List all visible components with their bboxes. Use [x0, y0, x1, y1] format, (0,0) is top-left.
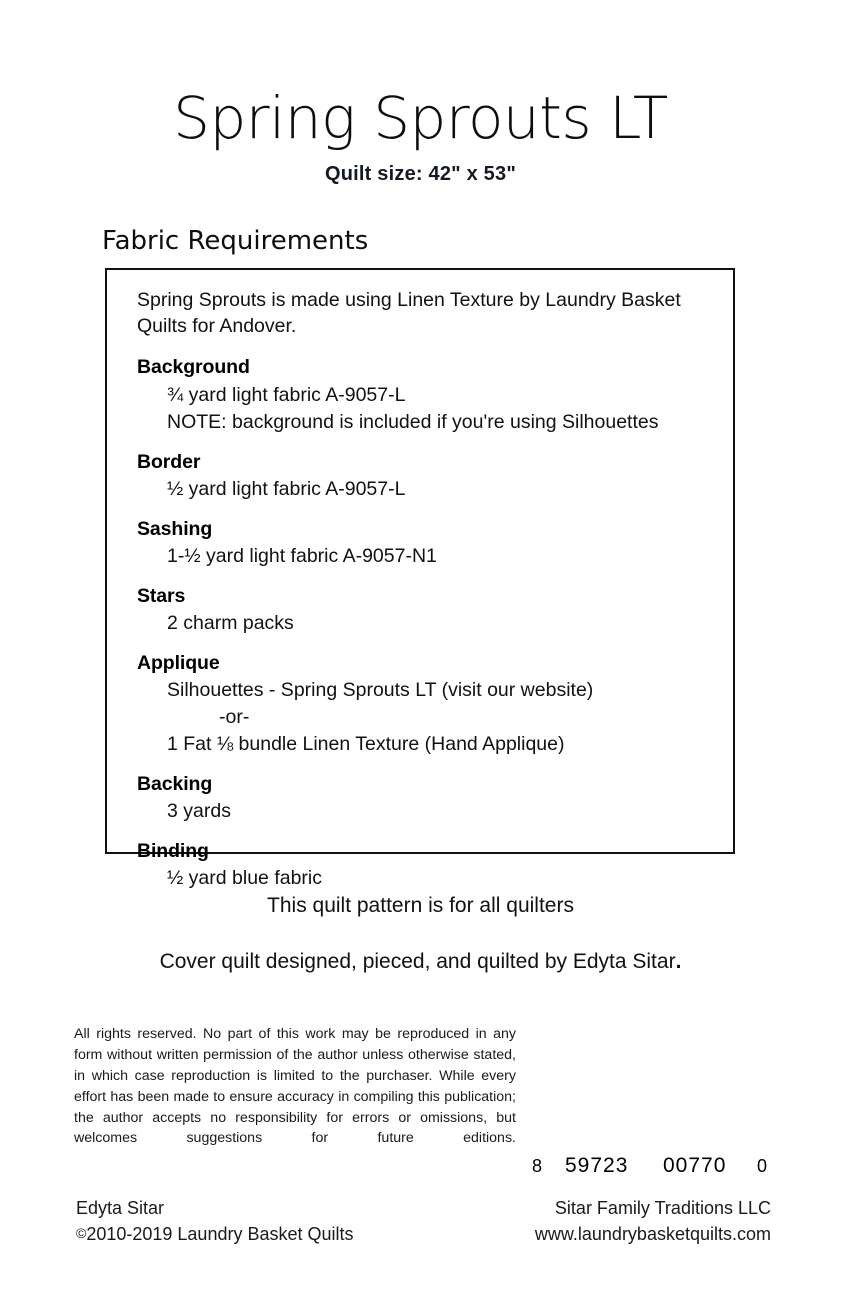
title-block	[0, 84, 841, 186]
copyright-icon: ©	[76, 1224, 87, 1241]
requirement-label: Applique	[137, 652, 220, 675]
barcode-digit-left: 8	[532, 1156, 544, 1176]
legal-notice: All rights reserved. No part of this work may be reproduced in any form without written permission of the author unless otherwise stated, in which case reproduction is limited to the purchaser. While every effort has been made to ensure accuracy in compiling this publication; the author accepts no responsibility for errors or omissions, but welcomes suggestions for future editions.	[74, 1026, 516, 1147]
fabric-requirements-heading: Fabric Requirements	[102, 226, 369, 256]
requirement-line: ½ yard blue fabric	[167, 867, 323, 890]
fabric-requirements-content	[107, 270, 733, 892]
barcode-digit-right: 0	[757, 1156, 769, 1176]
barcode-digit-group-1: 59723	[565, 1154, 629, 1177]
requirement-label: Border	[137, 450, 201, 473]
footer-copyright-text: 2010-2019 Laundry Basket Quilts	[86, 1223, 354, 1244]
requirement-group	[137, 448, 719, 503]
footer-left	[76, 1196, 354, 1247]
requirement-group	[137, 353, 719, 435]
requirement-label: Sashing	[137, 517, 213, 540]
requirement-line: 1 Fat ⅛ bundle Linen Texture (Hand Applique)	[167, 733, 565, 756]
footer-website[interactable]: www.laundrybasketquilts.com	[534, 1223, 771, 1244]
requirement-line: 1-½ yard light fabric A-9057-N1	[167, 544, 437, 567]
requirement-line: Silhouettes - Spring Sprouts LT (visit our website)	[167, 679, 594, 702]
credit-period: .	[675, 950, 682, 973]
quilt-size-label: Quilt size: 42" x 53"	[324, 162, 517, 185]
requirement-label: Background	[137, 356, 250, 379]
credit-statement	[0, 950, 841, 974]
footer-company: Sitar Family Traditions LLC	[554, 1198, 771, 1218]
credit-text: Cover quilt designed, pieced, and quilted by Edyta Sitar	[159, 950, 676, 973]
requirements-group-list	[137, 353, 719, 892]
footer-author: Edyta Sitar	[76, 1198, 165, 1218]
requirement-label: Backing	[137, 773, 213, 796]
requirement-label: Stars	[137, 584, 186, 607]
requirement-group	[137, 649, 719, 758]
requirement-group	[137, 515, 719, 570]
requirement-group	[137, 837, 719, 892]
requirement-label: Binding	[137, 840, 209, 863]
barcode	[527, 1018, 777, 1178]
requirement-line: 2 charm packs	[167, 612, 294, 635]
requirement-line: NOTE: background is included if you're using Silhouettes	[167, 410, 659, 433]
requirement-line: ½ yard light fabric A-9057-L	[167, 477, 406, 500]
footer-right	[535, 1196, 771, 1247]
page-title: Spring Sprouts LT	[173, 84, 668, 152]
requirement-line: 3 yards	[167, 800, 231, 823]
footer-copyright	[76, 1222, 354, 1248]
requirement-line: ¾ yard light fabric A-9057-L	[167, 383, 406, 406]
requirement-line: -or-	[219, 706, 250, 729]
footer	[0, 1196, 841, 1266]
requirement-group	[137, 770, 719, 825]
audience-statement: This quilt pattern is for all quilters	[267, 894, 574, 917]
requirement-group	[137, 582, 719, 637]
requirements-intro: Spring Sprouts is made using Linen Texture by Laundry Basket Quilts for Andover.	[137, 289, 681, 337]
barcode-digit-group-2: 00770	[663, 1154, 727, 1177]
fabric-requirements-box	[105, 268, 735, 890]
